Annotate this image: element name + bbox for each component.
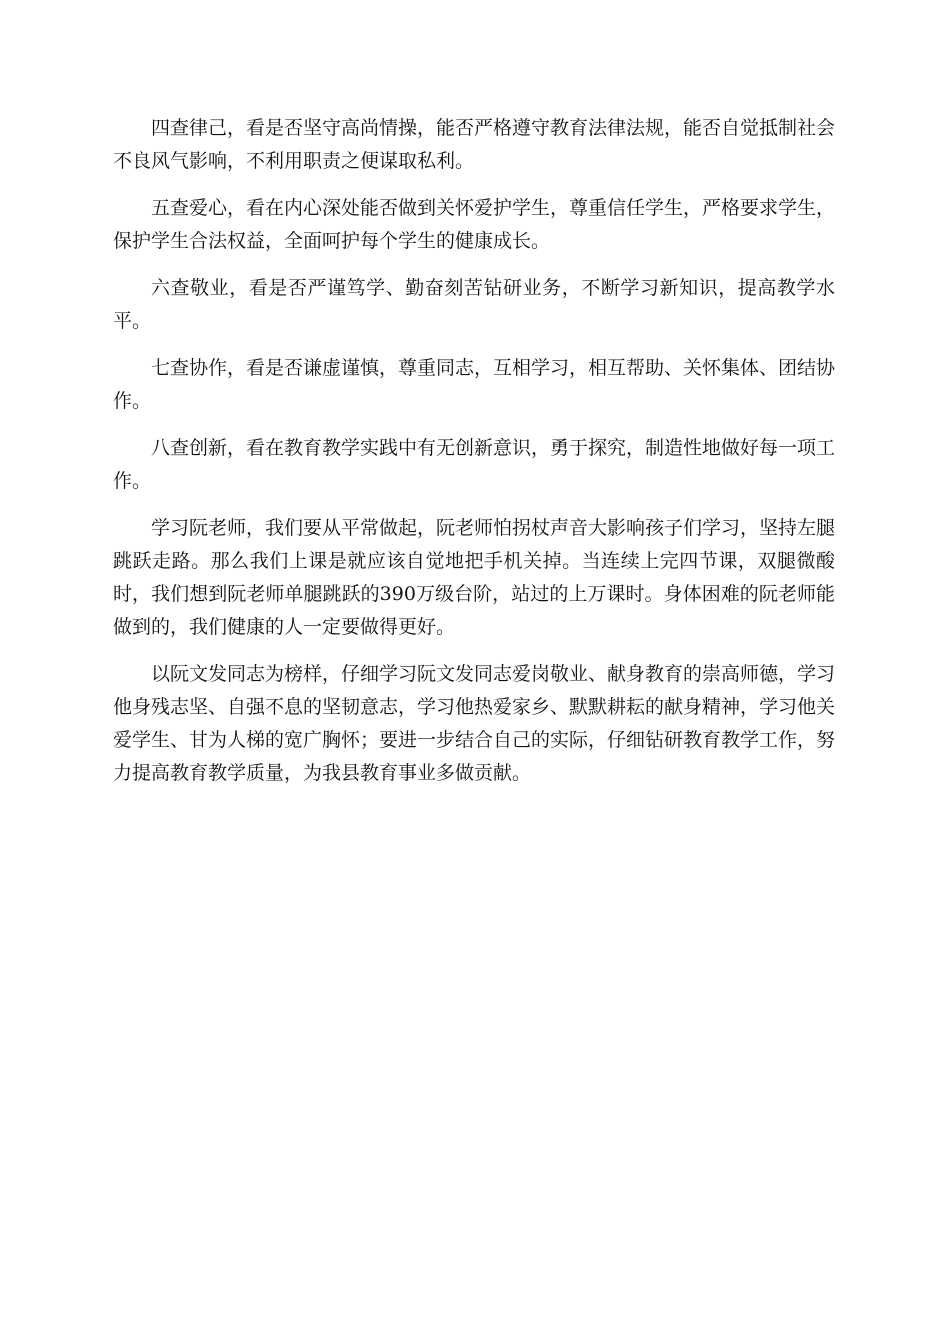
document-body — [113, 112, 835, 804]
paragraph-role-model: 以阮文发同志为榜样，仔细学习阮文发同志爱岗敬业、献身教育的崇高师德，学习他身残志坚、自强不息的坚韧意志，学习他热爱家乡、默默耕耘的献身精神，学习他关爱学生、甘为人梯的宽广胸怀；要进一步结合自己的实际，仔细钻研教育教学工作，努力提高教育教学质量，为我县教育事业多做贡献。 — [113, 663, 836, 784]
paragraph-self-discipline: 四查律己，看是否坚守高尚情操，能否严格遵守教育法律法规，能否自觉抵制社会不良风气影响，不利用职责之便谋取私利。 — [113, 117, 836, 172]
paragraph-care: 五查爱心，看在内心深处能否做到关怀爱护学生，尊重信任学生，严格要求学生，保护学生合法权益，全面呵护每个学生的健康成长。 — [113, 197, 836, 252]
paragraph-learn-from-teacher: 学习阮老师，我们要从平常做起，阮老师怕拐杖声音大影响孩子们学习，坚持左腿跳跃走路。那么我们上课是就应该自觉地把手机关掉。当连续上完四节课，双腿微酸时，我们想到阮老师单腿跳跃的390万级台阶，站过的上万课时。身体困难的阮老师能做到的，我们健康的人一定要做得更好。 — [113, 517, 836, 638]
paragraph-innovation: 八查创新，看在教育教学实践中有无创新意识，勇于探究，制造性地做好每一项工作。 — [113, 437, 836, 492]
paragraph-cooperation: 七查协作，看是否谦虚谨慎，尊重同志，互相学习，相互帮助、关怀集体、团结协作。 — [113, 357, 836, 412]
paragraph-dedication: 六查敬业，看是否严谨笃学、勤奋刻苦钻研业务，不断学习新知识，提高教学水平。 — [113, 277, 835, 332]
